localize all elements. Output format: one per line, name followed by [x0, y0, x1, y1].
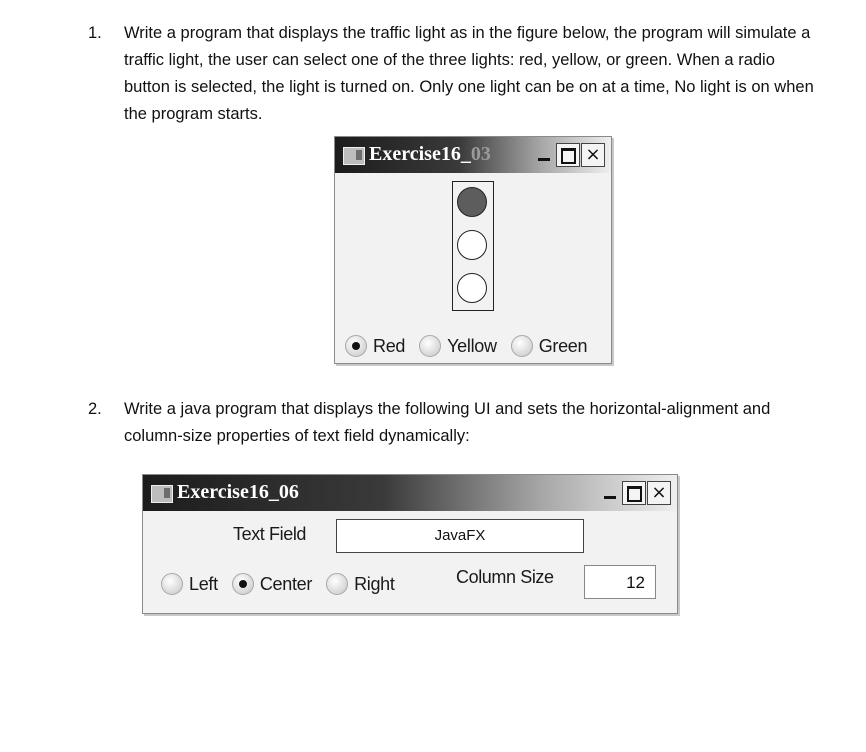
yellow-light [457, 230, 487, 260]
exercise16-06-window [142, 474, 678, 614]
question-text: Write a java program that displays the following UI and sets the horizontal-alignment and column-size properties of text field dynamically: [124, 400, 771, 445]
traffic-light-frame [452, 181, 494, 311]
radio-red-label: Red [373, 335, 406, 356]
text-field-label: Text Field [233, 524, 307, 544]
question-number: 1. [88, 24, 102, 42]
window-title: Exercise16_03 [369, 143, 491, 165]
radio-center[interactable] [232, 573, 254, 595]
green-light [457, 273, 487, 303]
window-title: Exercise16_06 [177, 481, 299, 503]
maximize-icon[interactable] [622, 481, 646, 505]
minimize-icon[interactable] [533, 143, 555, 165]
radio-left[interactable] [161, 573, 183, 595]
alignment-radio-group [161, 573, 409, 595]
red-light [457, 187, 487, 217]
app-icon [151, 485, 173, 503]
radio-center-label: Center [259, 573, 313, 594]
radio-green-label: Green [538, 335, 588, 356]
close-icon[interactable]: × [581, 143, 605, 167]
exercise16-03-window [334, 136, 612, 364]
app-icon [343, 147, 365, 165]
minimize-icon[interactable] [599, 481, 621, 503]
radio-red[interactable] [345, 335, 367, 357]
maximize-icon[interactable] [556, 143, 580, 167]
radio-left-label: Left [189, 573, 218, 594]
title-bar[interactable] [335, 137, 611, 173]
radio-right-label: Right [354, 573, 395, 594]
question-number: 2. [88, 400, 102, 418]
radio-green[interactable] [511, 335, 533, 357]
question-text: Write a program that displays the traffic light as in the figure below, the program will simulate a traffic light, the user can select one of the three lights: red, yellow, or green. When a radio button is selected, the light is turned on. Only one light can be on at a time, No light is on when the program starts. [124, 24, 814, 123]
title-bar[interactable] [143, 475, 677, 511]
close-icon[interactable]: × [647, 481, 671, 505]
radio-right[interactable] [326, 573, 348, 595]
radio-yellow-label: Yellow [447, 335, 497, 356]
radio-yellow[interactable] [419, 335, 441, 357]
column-size-input[interactable]: 12 [584, 565, 656, 599]
column-size-label: Column Size [456, 567, 554, 587]
light-radio-group [345, 335, 601, 357]
text-field-input[interactable]: JavaFX [336, 519, 584, 553]
